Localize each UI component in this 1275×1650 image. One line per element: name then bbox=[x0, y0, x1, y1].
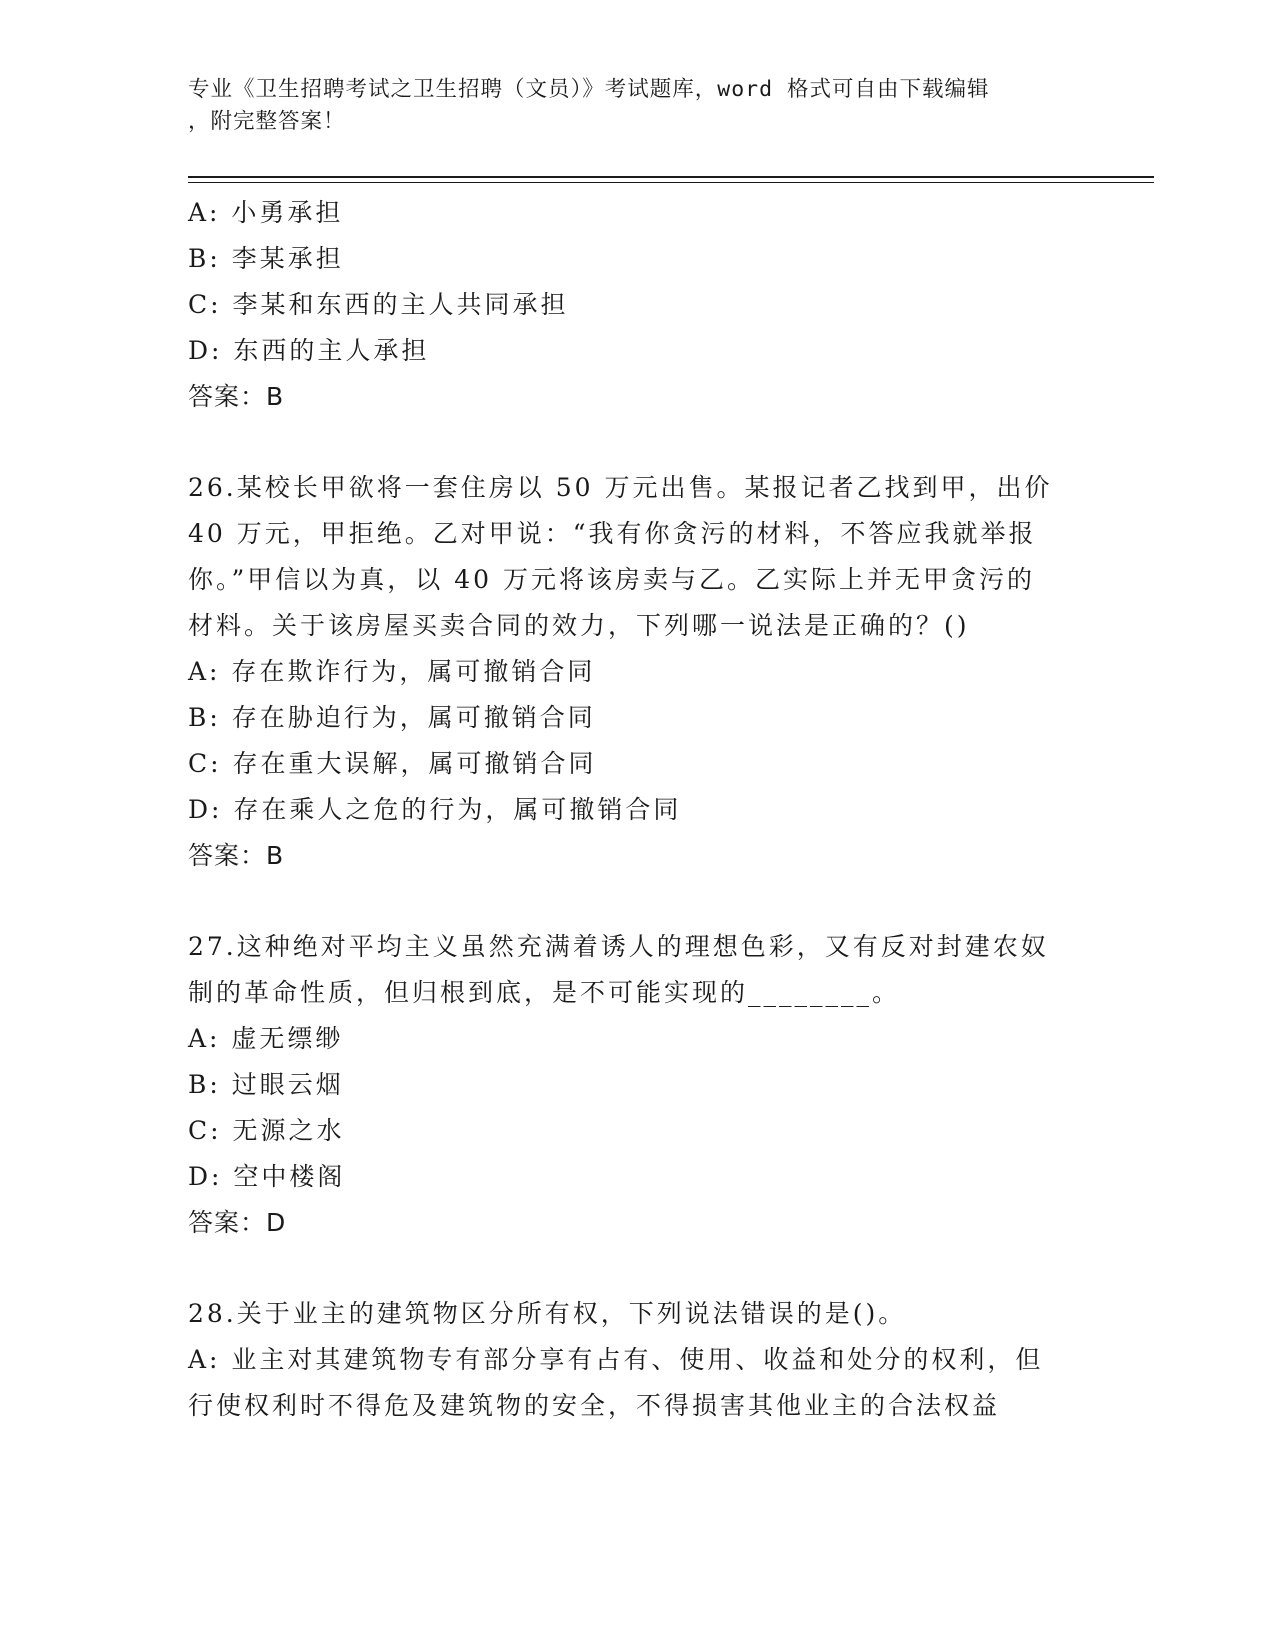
option-a-continued: 行使权利时不得危及建筑物的安全，不得损害其他业主的合法权益 bbox=[188, 1391, 1001, 1420]
question-stem-line: 26.某校长甲欲将一套住房以 50 万元出售。某报记者乙找到甲，出价 bbox=[188, 473, 1053, 502]
option-a: A: 小勇承担 bbox=[188, 198, 344, 227]
question-stem-line: 你。”甲信以为真，以 40 万元将该房卖与乙。乙实际上并无甲贪污的 bbox=[188, 565, 1035, 594]
question-25 bbox=[188, 190, 1088, 420]
question-28 bbox=[188, 1291, 1088, 1429]
option-b: B: 过眼云烟 bbox=[188, 1070, 344, 1099]
option-a: A: 业主对其建筑物专有部分享有占有、使用、收益和处分的权利，但 bbox=[188, 1345, 1044, 1374]
header-line-2: ，附完整答案！ bbox=[188, 109, 346, 134]
option-d: D: 空中楼阁 bbox=[188, 1162, 346, 1191]
document-header bbox=[188, 74, 1088, 138]
option-b: B: 存在胁迫行为，属可撤销合同 bbox=[188, 703, 596, 732]
question-content bbox=[188, 190, 1088, 1429]
question-stem-line: 40 万元，甲拒绝。乙对甲说：“我有你贪污的材料，不答应我就举报 bbox=[188, 519, 1037, 548]
question-stem-line: 27.这种绝对平均主义虽然充满着诱人的理想色彩，又有反对封建农奴 bbox=[188, 932, 1049, 961]
answer: 答案：D bbox=[188, 1208, 287, 1237]
question-27 bbox=[188, 924, 1088, 1246]
header-divider-thin bbox=[188, 182, 1154, 183]
header-line-1: 专业《卫生招聘考试之卫生招聘（文员）》考试题库，word 格式可自由下载编辑 bbox=[188, 77, 990, 102]
answer: 答案：B bbox=[188, 382, 285, 411]
option-c: C: 李某和东西的主人共同承担 bbox=[188, 290, 569, 319]
option-d: D: 东西的主人承担 bbox=[188, 336, 430, 365]
question-stem-line: 材料。关于该房屋买卖合同的效力，下列哪一说法是正确的？() bbox=[188, 611, 970, 640]
option-a: A: 存在欺诈行为，属可撤销合同 bbox=[188, 657, 596, 686]
answer: 答案：B bbox=[188, 841, 285, 870]
header-divider-thick bbox=[188, 176, 1154, 178]
option-a: A: 虚无缥缈 bbox=[188, 1024, 344, 1053]
option-b: B: 李某承担 bbox=[188, 244, 344, 273]
option-c: C: 存在重大误解，属可撤销合同 bbox=[188, 749, 597, 778]
question-26 bbox=[188, 465, 1088, 879]
question-stem-line: 制的革命性质，但归根到底，是不可能实现的________。 bbox=[188, 978, 901, 1007]
option-d: D: 存在乘人之危的行为，属可撤销合同 bbox=[188, 795, 682, 824]
question-stem-line: 28.关于业主的建筑物区分所有权，下列说法错误的是()。 bbox=[188, 1299, 907, 1328]
option-c: C: 无源之水 bbox=[188, 1116, 345, 1145]
